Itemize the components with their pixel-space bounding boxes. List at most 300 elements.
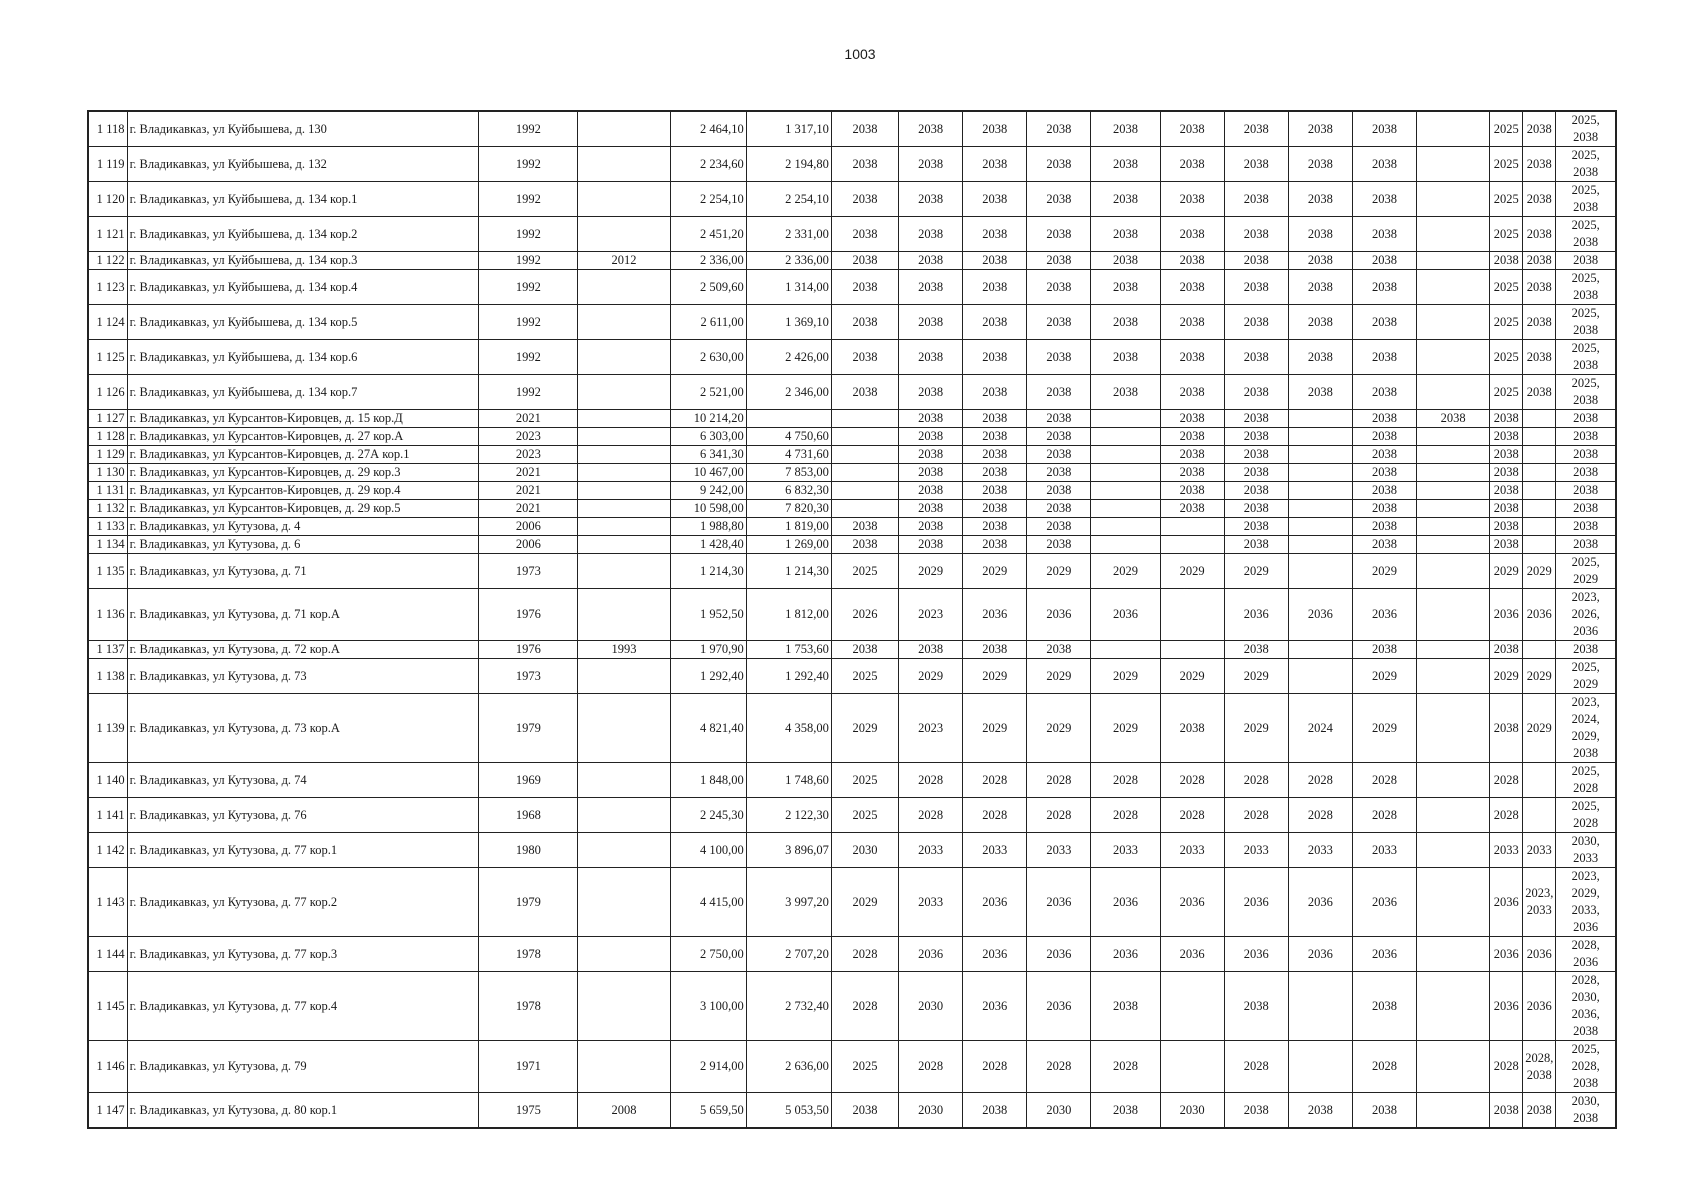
repair-year-cell: 2023 — [899, 589, 963, 641]
address-cell: г. Владикавказ, ул Курсантов-Кировцев, д. 29 кор.3 — [127, 464, 479, 482]
build-year-cell: 1971 — [479, 1041, 578, 1093]
repair-year-cell: 2038 — [1224, 147, 1288, 182]
repair-year-cell: 2025 — [1490, 375, 1523, 410]
table-row — [88, 252, 1616, 270]
total-area-cell: 1 214,30 — [670, 554, 746, 589]
row-number: 1 136 — [88, 589, 127, 641]
address-cell: г. Владикавказ, ул Куйбышева, д. 134 кор.4 — [127, 270, 479, 305]
repair-year-cell: 2038 — [1352, 641, 1416, 659]
repair-year-cell: 2038 — [1160, 147, 1224, 182]
table-row — [88, 589, 1616, 641]
repair-year-cell — [1523, 798, 1556, 833]
repair-year-cell: 2029 — [963, 659, 1027, 694]
repair-year-cell — [1288, 1041, 1352, 1093]
repair-year-cell: 2038 — [831, 536, 898, 554]
summary-years-cell: 2030, 2033 — [1556, 833, 1616, 868]
reconstruction-year-cell — [578, 446, 670, 464]
repair-year-cell — [1417, 694, 1490, 763]
build-year-cell: 2021 — [479, 464, 578, 482]
address-cell: г. Владикавказ, ул Куйбышева, д. 134 кор.5 — [127, 305, 479, 340]
repair-year-cell: 2038 — [1160, 464, 1224, 482]
repair-year-cell — [831, 500, 898, 518]
repair-year-cell — [1288, 482, 1352, 500]
repair-year-cell: 2033 — [1352, 833, 1416, 868]
total-area-cell: 2 464,10 — [670, 111, 746, 147]
repair-year-cell: 2038 — [963, 410, 1027, 428]
build-year-cell: 1992 — [479, 111, 578, 147]
repair-year-cell — [1417, 868, 1490, 937]
living-area-cell: 3 997,20 — [746, 868, 831, 937]
summary-years-cell: 2025, 2029 — [1556, 659, 1616, 694]
repair-year-cell: 2029 — [1352, 659, 1416, 694]
repair-year-cell: 2030 — [831, 833, 898, 868]
repair-year-cell: 2038 — [1160, 252, 1224, 270]
repair-year-cell: 2038 — [1224, 536, 1288, 554]
table-row — [88, 482, 1616, 500]
repair-year-cell — [1091, 500, 1160, 518]
repair-year-cell: 2038 — [1091, 340, 1160, 375]
reconstruction-year-cell — [578, 518, 670, 536]
total-area-cell: 3 100,00 — [670, 972, 746, 1041]
address-cell: г. Владикавказ, ул Кутузова, д. 77 кор.4 — [127, 972, 479, 1041]
build-year-cell: 1978 — [479, 937, 578, 972]
repair-year-cell: 2028 — [963, 1041, 1027, 1093]
repair-year-cell: 2038 — [1027, 270, 1091, 305]
repair-year-cell: 2038 — [831, 305, 898, 340]
repair-year-cell: 2038 — [831, 252, 898, 270]
reconstruction-year-cell — [578, 464, 670, 482]
repair-year-cell — [1160, 1041, 1224, 1093]
repair-year-cell: 2038 — [1490, 482, 1523, 500]
repair-year-cell — [1523, 763, 1556, 798]
total-area-cell: 2 750,00 — [670, 937, 746, 972]
summary-years-cell: 2038 — [1556, 410, 1616, 428]
living-area-cell: 2 331,00 — [746, 217, 831, 252]
repair-year-cell — [1523, 410, 1556, 428]
repair-year-cell — [1091, 641, 1160, 659]
build-year-cell: 1969 — [479, 763, 578, 798]
repair-year-cell: 2038 — [1352, 428, 1416, 446]
repair-year-cell: 2024 — [1288, 694, 1352, 763]
row-number: 1 137 — [88, 641, 127, 659]
repair-year-cell: 2038 — [1224, 340, 1288, 375]
build-year-cell: 1978 — [479, 972, 578, 1041]
repair-year-cell: 2033 — [1091, 833, 1160, 868]
repair-year-cell: 2038 — [831, 111, 898, 147]
build-year-cell: 2021 — [479, 500, 578, 518]
build-year-cell: 2006 — [479, 518, 578, 536]
build-year-cell: 1980 — [479, 833, 578, 868]
living-area-cell: 1 317,10 — [746, 111, 831, 147]
repair-year-cell: 2038 — [1288, 182, 1352, 217]
repair-year-cell: 2038 — [1091, 217, 1160, 252]
living-area-cell: 4 731,60 — [746, 446, 831, 464]
row-number: 1 118 — [88, 111, 127, 147]
address-cell: г. Владикавказ, ул Кутузова, д. 73 — [127, 659, 479, 694]
row-number: 1 128 — [88, 428, 127, 446]
total-area-cell: 2 914,00 — [670, 1041, 746, 1093]
living-area-cell: 2 336,00 — [746, 252, 831, 270]
reconstruction-year-cell — [578, 554, 670, 589]
summary-years-cell: 2038 — [1556, 464, 1616, 482]
build-year-cell: 1992 — [479, 182, 578, 217]
repair-year-cell: 2036 — [1352, 937, 1416, 972]
address-cell: г. Владикавказ, ул Курсантов-Кировцев, д. 29 кор.5 — [127, 500, 479, 518]
address-cell: г. Владикавказ, ул Кутузова, д. 72 кор.А — [127, 641, 479, 659]
repair-year-cell: 2028 — [1490, 763, 1523, 798]
row-number: 1 120 — [88, 182, 127, 217]
repair-year-cell: 2038 — [831, 518, 898, 536]
repair-year-cell — [1091, 410, 1160, 428]
table-row — [88, 375, 1616, 410]
address-cell: г. Владикавказ, ул Кутузова, д. 77 кор.1 — [127, 833, 479, 868]
repair-year-cell: 2025 — [1490, 111, 1523, 147]
reconstruction-year-cell — [578, 500, 670, 518]
table-row — [88, 833, 1616, 868]
repair-year-cell: 2028 — [1160, 798, 1224, 833]
address-cell: г. Владикавказ, ул Куйбышева, д. 134 кор.2 — [127, 217, 479, 252]
repair-year-cell: 2038 — [1160, 694, 1224, 763]
living-area-cell: 2 122,30 — [746, 798, 831, 833]
repair-year-cell: 2028 — [1288, 763, 1352, 798]
reconstruction-year-cell — [578, 536, 670, 554]
repair-year-cell: 2038 — [1352, 1093, 1416, 1129]
summary-years-cell: 2038 — [1556, 428, 1616, 446]
repair-year-cell — [1417, 340, 1490, 375]
repair-year-cell: 2038 — [1160, 217, 1224, 252]
repair-year-cell — [1417, 972, 1490, 1041]
living-area-cell: 2 346,00 — [746, 375, 831, 410]
repair-year-cell: 2029 — [1091, 694, 1160, 763]
repair-year-cell — [1417, 833, 1490, 868]
repair-year-cell: 2038 — [1224, 305, 1288, 340]
summary-years-cell: 2023, 2029, 2033, 2036 — [1556, 868, 1616, 937]
repair-year-cell: 2038 — [1224, 428, 1288, 446]
repair-year-cell — [831, 410, 898, 428]
repair-year-cell: 2038 — [963, 217, 1027, 252]
repair-year-cell: 2029 — [1027, 554, 1091, 589]
repair-year-cell: 2038 — [1224, 464, 1288, 482]
repair-year-cell: 2036 — [1523, 589, 1556, 641]
repair-year-cell: 2038 — [1352, 182, 1416, 217]
repair-year-cell: 2038 — [1288, 111, 1352, 147]
repair-year-cell: 2033 — [1160, 833, 1224, 868]
repair-year-cell: 2033 — [899, 868, 963, 937]
address-cell: г. Владикавказ, ул Курсантов-Кировцев, д. 27 кор.А — [127, 428, 479, 446]
repair-year-cell — [831, 446, 898, 464]
table-row — [88, 182, 1616, 217]
repair-year-cell: 2030 — [899, 1093, 963, 1129]
build-year-cell: 1976 — [479, 641, 578, 659]
living-area-cell: 1 314,00 — [746, 270, 831, 305]
repair-year-cell: 2033 — [1523, 833, 1556, 868]
row-number: 1 121 — [88, 217, 127, 252]
repair-year-cell — [831, 428, 898, 446]
repair-year-cell: 2038 — [1352, 375, 1416, 410]
repair-year-cell — [1091, 464, 1160, 482]
reconstruction-year-cell — [578, 589, 670, 641]
repair-year-cell: 2038 — [1523, 1093, 1556, 1129]
repair-year-cell: 2038 — [1490, 500, 1523, 518]
repair-year-cell — [1288, 410, 1352, 428]
repair-year-cell: 2038 — [1352, 446, 1416, 464]
table-row — [88, 868, 1616, 937]
reconstruction-year-cell — [578, 410, 670, 428]
repair-year-cell: 2028 — [1352, 763, 1416, 798]
repair-year-cell: 2038 — [1027, 375, 1091, 410]
reconstruction-year-cell: 2012 — [578, 252, 670, 270]
repair-year-cell: 2033 — [1288, 833, 1352, 868]
repair-year-cell: 2036 — [963, 868, 1027, 937]
repair-year-cell: 2028 — [1027, 798, 1091, 833]
living-area-cell: 2 707,20 — [746, 937, 831, 972]
repair-year-cell: 2038 — [1091, 305, 1160, 340]
repair-year-cell: 2038 — [1417, 410, 1490, 428]
repair-year-cell: 2038 — [1523, 252, 1556, 270]
summary-years-cell: 2028, 2036 — [1556, 937, 1616, 972]
repair-year-cell: 2038 — [1027, 147, 1091, 182]
repair-year-cell: 2029 — [899, 659, 963, 694]
repair-year-cell: 2038 — [963, 464, 1027, 482]
repair-year-cell: 2038 — [1160, 182, 1224, 217]
table-row — [88, 147, 1616, 182]
row-number: 1 131 — [88, 482, 127, 500]
repair-year-cell — [1288, 446, 1352, 464]
repair-year-cell: 2038 — [1160, 410, 1224, 428]
repair-year-cell: 2036 — [1027, 589, 1091, 641]
repair-year-cell: 2038 — [899, 446, 963, 464]
summary-years-cell: 2038 — [1556, 641, 1616, 659]
repair-year-cell — [1288, 554, 1352, 589]
repair-year-cell: 2038 — [963, 375, 1027, 410]
repair-year-cell — [1417, 589, 1490, 641]
address-cell: г. Владикавказ, ул Куйбышева, д. 134 кор.3 — [127, 252, 479, 270]
repair-year-cell — [1417, 428, 1490, 446]
reconstruction-year-cell — [578, 868, 670, 937]
repair-year-cell — [1417, 518, 1490, 536]
repair-year-cell: 2038 — [1352, 482, 1416, 500]
repair-year-cell — [1288, 972, 1352, 1041]
summary-years-cell: 2025, 2038 — [1556, 375, 1616, 410]
row-number: 1 142 — [88, 833, 127, 868]
address-cell: г. Владикавказ, ул Кутузова, д. 71 — [127, 554, 479, 589]
repair-year-cell: 2038 — [1523, 375, 1556, 410]
living-area-cell: 7 820,30 — [746, 500, 831, 518]
repair-year-cell — [1091, 518, 1160, 536]
repair-year-cell — [1288, 428, 1352, 446]
repair-year-cell: 2033 — [1224, 833, 1288, 868]
repair-year-cell: 2025 — [831, 798, 898, 833]
address-cell: г. Владикавказ, ул Курсантов-Кировцев, д. 15 кор.Д — [127, 410, 479, 428]
repair-year-cell: 2038 — [1027, 340, 1091, 375]
repair-year-cell: 2028 — [1288, 798, 1352, 833]
repair-year-cell: 2038 — [1523, 111, 1556, 147]
repair-year-cell: 2029 — [963, 554, 1027, 589]
build-year-cell: 2023 — [479, 446, 578, 464]
repair-year-cell: 2028 — [1352, 798, 1416, 833]
repair-year-cell: 2029 — [1027, 694, 1091, 763]
summary-years-cell: 2025, 2028 — [1556, 798, 1616, 833]
table-row — [88, 763, 1616, 798]
repair-year-cell — [1417, 147, 1490, 182]
repair-year-cell: 2038 — [1160, 340, 1224, 375]
repair-year-cell — [1288, 500, 1352, 518]
summary-years-cell: 2038 — [1556, 500, 1616, 518]
repair-year-cell: 2038 — [899, 482, 963, 500]
summary-years-cell: 2025, 2028, 2038 — [1556, 1041, 1616, 1093]
repair-year-cell: 2028 — [831, 972, 898, 1041]
table-row — [88, 270, 1616, 305]
reconstruction-year-cell — [578, 482, 670, 500]
repair-year-cell: 2028 — [1490, 798, 1523, 833]
repair-year-cell: 2036 — [1224, 937, 1288, 972]
repair-year-cell: 2038 — [1288, 340, 1352, 375]
repair-year-cell: 2038 — [1352, 410, 1416, 428]
repair-year-cell: 2029 — [899, 554, 963, 589]
repair-year-cell — [1417, 252, 1490, 270]
living-area-cell: 1 819,00 — [746, 518, 831, 536]
repair-year-cell — [1523, 641, 1556, 659]
repair-year-cell: 2038 — [1027, 182, 1091, 217]
table-row — [88, 1041, 1616, 1093]
table-row — [88, 305, 1616, 340]
repair-year-cell: 2038 — [899, 641, 963, 659]
repair-year-cell — [1417, 182, 1490, 217]
repair-year-cell — [1417, 659, 1490, 694]
repair-year-cell — [1417, 482, 1490, 500]
repair-year-cell — [1417, 641, 1490, 659]
reconstruction-year-cell — [578, 428, 670, 446]
repair-year-cell — [1417, 375, 1490, 410]
repair-year-cell — [1160, 972, 1224, 1041]
address-cell: г. Владикавказ, ул Кутузова, д. 73 кор.А — [127, 694, 479, 763]
repair-year-cell — [1523, 464, 1556, 482]
repair-year-cell: 2038 — [963, 270, 1027, 305]
repair-year-cell: 2038 — [1224, 252, 1288, 270]
repair-year-cell: 2028 — [1091, 763, 1160, 798]
table-row — [88, 659, 1616, 694]
total-area-cell: 6 303,00 — [670, 428, 746, 446]
repair-year-cell: 2038 — [1352, 252, 1416, 270]
repair-year-cell: 2038 — [963, 428, 1027, 446]
repair-year-cell: 2038 — [1288, 147, 1352, 182]
repair-year-cell: 2038 — [1027, 536, 1091, 554]
build-year-cell: 1979 — [479, 694, 578, 763]
repair-year-cell: 2036 — [1224, 589, 1288, 641]
repair-year-cell — [1288, 518, 1352, 536]
repair-year-cell: 2029 — [1352, 694, 1416, 763]
repair-year-cell: 2038 — [1352, 147, 1416, 182]
table-row — [88, 536, 1616, 554]
row-number: 1 139 — [88, 694, 127, 763]
repair-year-cell: 2038 — [899, 518, 963, 536]
repair-year-cell: 2038 — [831, 147, 898, 182]
repair-year-cell: 2028 — [963, 798, 1027, 833]
repair-year-cell — [1523, 428, 1556, 446]
address-cell: г. Владикавказ, ул Курсантов-Кировцев, д. 27А кор.1 — [127, 446, 479, 464]
row-number: 1 138 — [88, 659, 127, 694]
reconstruction-year-cell — [578, 937, 670, 972]
living-area-cell: 1 753,60 — [746, 641, 831, 659]
repair-year-cell — [1417, 536, 1490, 554]
build-year-cell: 1992 — [479, 340, 578, 375]
total-area-cell: 5 659,50 — [670, 1093, 746, 1129]
row-number: 1 143 — [88, 868, 127, 937]
table-row — [88, 554, 1616, 589]
living-area-cell: 1 748,60 — [746, 763, 831, 798]
address-cell: г. Владикавказ, ул Кутузова, д. 71 кор.А — [127, 589, 479, 641]
repair-year-cell: 2038 — [831, 375, 898, 410]
repair-year-cell: 2038 — [1091, 1093, 1160, 1129]
repair-year-cell: 2025 — [1490, 270, 1523, 305]
repair-year-cell: 2038 — [963, 182, 1027, 217]
repair-year-cell: 2028 — [1352, 1041, 1416, 1093]
repair-year-cell: 2038 — [1352, 270, 1416, 305]
repair-year-cell: 2038 — [1224, 111, 1288, 147]
repair-year-cell: 2038 — [963, 340, 1027, 375]
repair-year-cell: 2029 — [831, 694, 898, 763]
living-area-cell: 1 269,00 — [746, 536, 831, 554]
repair-year-cell: 2028 — [1224, 1041, 1288, 1093]
repair-year-cell: 2036 — [1160, 868, 1224, 937]
repair-year-cell: 2038 — [1091, 147, 1160, 182]
repair-year-cell: 2038 — [1288, 270, 1352, 305]
repair-year-cell: 2038 — [831, 182, 898, 217]
row-number: 1 119 — [88, 147, 127, 182]
repair-year-cell: 2038 — [1288, 375, 1352, 410]
repair-year-cell — [1417, 500, 1490, 518]
total-area-cell: 1 970,90 — [670, 641, 746, 659]
repair-year-cell: 2038 — [831, 270, 898, 305]
living-area-cell: 1 292,40 — [746, 659, 831, 694]
living-area-cell: 2 732,40 — [746, 972, 831, 1041]
total-area-cell: 2 336,00 — [670, 252, 746, 270]
repair-year-cell: 2038 — [1224, 182, 1288, 217]
repair-year-cell: 2038 — [1490, 252, 1523, 270]
repair-year-cell: 2036 — [1352, 868, 1416, 937]
repair-year-cell — [1160, 589, 1224, 641]
summary-years-cell: 2025, 2029 — [1556, 554, 1616, 589]
reconstruction-year-cell — [578, 147, 670, 182]
repair-year-cell: 2038 — [899, 410, 963, 428]
table-row — [88, 111, 1616, 147]
repair-year-cell: 2028 — [1490, 1041, 1523, 1093]
table-row — [88, 464, 1616, 482]
reconstruction-year-cell — [578, 972, 670, 1041]
living-area-cell — [746, 410, 831, 428]
repair-year-cell — [1417, 111, 1490, 147]
repair-year-cell: 2025 — [831, 1041, 898, 1093]
total-area-cell: 4 415,00 — [670, 868, 746, 937]
address-cell: г. Владикавказ, ул Куйбышева, д. 132 — [127, 147, 479, 182]
repair-year-cell: 2038 — [1224, 410, 1288, 428]
repair-year-cell: 2038 — [1160, 428, 1224, 446]
repair-year-cell — [1160, 518, 1224, 536]
address-cell: г. Владикавказ, ул Кутузова, д. 80 кор.1 — [127, 1093, 479, 1129]
repair-year-cell: 2025 — [1490, 182, 1523, 217]
summary-years-cell: 2025, 2038 — [1556, 111, 1616, 147]
row-number: 1 122 — [88, 252, 127, 270]
row-number: 1 146 — [88, 1041, 127, 1093]
repair-year-cell: 2036 — [1490, 868, 1523, 937]
reconstruction-year-cell — [578, 305, 670, 340]
repair-year-cell: 2038 — [1224, 500, 1288, 518]
repair-year-cell: 2038 — [1027, 446, 1091, 464]
repair-year-cell: 2029 — [1160, 659, 1224, 694]
repair-year-cell: 2028 — [1091, 1041, 1160, 1093]
repair-year-cell: 2038 — [963, 111, 1027, 147]
repair-year-cell: 2038 — [963, 1093, 1027, 1129]
